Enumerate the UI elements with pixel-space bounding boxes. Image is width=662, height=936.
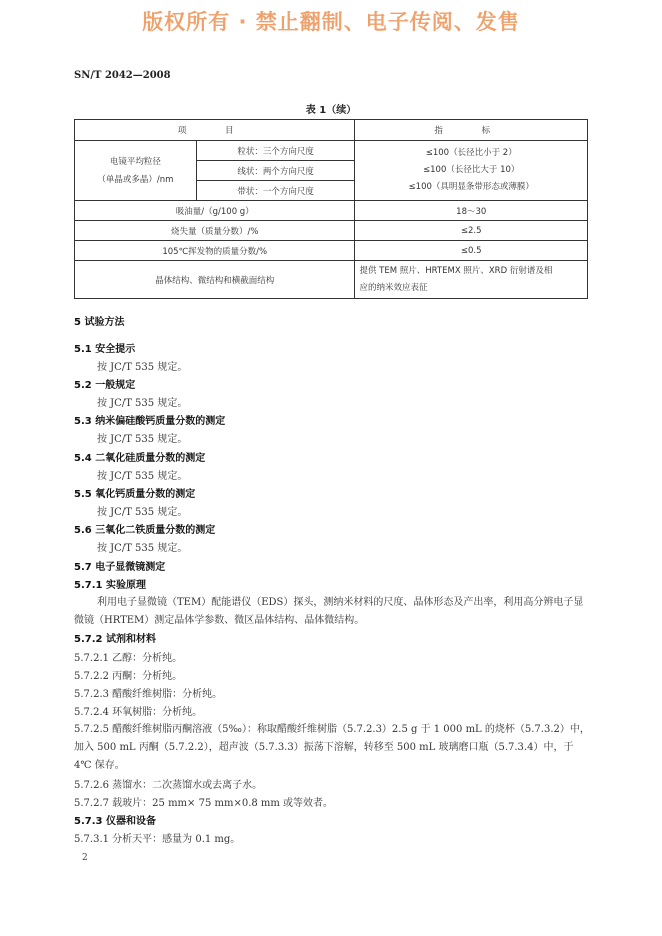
section-5-1-heading: 5.1 安全提示 [74, 344, 136, 355]
volatile-value: ≤0.5 [355, 241, 588, 261]
section-5-4-heading: 5.4 二氧化硅质量分数的测定 [74, 453, 206, 464]
loss-value: ≤2.5 [355, 221, 588, 241]
section-5-7-1-heading: 5.7.1 实验原理 [74, 580, 146, 591]
section-5-7-2-heading: 5.7.2 试剂和材料 [74, 634, 156, 645]
section-5-heading: 5 试验方法 [74, 317, 125, 328]
item-5-7-2-6: 5.7.2.6 蒸馏水：二次蒸馏水或去离子水。 [74, 780, 263, 791]
particle-value-3: ≤100（具明显条带形态或薄膜） [408, 182, 534, 192]
table-title: 表 1（续） [305, 105, 357, 116]
particle-size-values [355, 141, 588, 201]
particle-value-2: ≤100（长径比大于 10） [423, 165, 520, 175]
spec-table [74, 119, 588, 299]
table-row [75, 141, 588, 161]
item-5-7-2-1: 5.7.2.1 乙醇：分析纯。 [74, 653, 183, 664]
crystal-value-line1: 提供 TEM 照片、HRTEMX 照片、XRD 衍射谱及相 [359, 265, 553, 276]
header-item: 项 目 [75, 120, 355, 141]
particle-size-label-line2: （单晶或多晶）/nm [97, 174, 174, 185]
standard-code: SN/T 2042—2008 [74, 70, 171, 81]
section-5-7-1-paragraph: 利用电子显微镜（TEM）配能谱仪（EDS）探头，测纳米材料的尺度、晶体形态及产出率，利用高分辨电子显微镜（HRTEM）测定晶体学参数、微区晶体结构、晶体微结构。 [74, 597, 584, 626]
crystal-value [355, 261, 588, 299]
item-5-7-2-4: 5.7.2.4 环氧树脂：分析纯。 [74, 707, 203, 718]
item-5-7-2-7: 5.7.2.7 载玻片：25 mm× 75 mm×0.8 mm 或等效者。 [74, 798, 334, 809]
particle-size-label [75, 141, 197, 201]
section-5-1-body: 按 JC/T 535 规定。 [97, 362, 188, 373]
watermark-banner: 版权所有 · 禁止翻制、电子传阅、发售 [142, 10, 520, 34]
header-index: 指 标 [355, 120, 588, 141]
section-5-3-heading: 5.3 纳米偏硅酸钙质量分数的测定 [74, 416, 226, 427]
section-5-7-heading: 5.7 电子显微镜测定 [74, 562, 166, 573]
item-5-7-2-5: 5.7.2.5 醋酸纤维树脂丙酮溶液（5‰）：称取醋酸纤维树脂（5.7.2.3）2.5 g 于 1 000 mL 的烧杯（5.7.3.2）中，加入 500 mL 丙酮（5.7.2.2），超声波（5.7.3.3）振荡下溶解，转移至 500 mL 玻璃磨口瓶（5.7.3.4）中，于 4℃ 保存。 [74, 724, 590, 771]
section-5-6-body: 按 JC/T 535 规定。 [97, 543, 188, 554]
section-5-5-heading: 5.5 氧化钙质量分数的测定 [74, 489, 196, 500]
particle-size-label-line1: 电镜平均粒径 [109, 156, 161, 167]
table-row [75, 201, 588, 221]
section-5-2-heading: 5.2 一般规定 [74, 380, 136, 391]
item-5-7-2-3: 5.7.2.3 醋酸纤维树脂：分析纯。 [74, 689, 223, 700]
table-header-row [75, 120, 588, 141]
section-5-6-heading: 5.6 三氧化二铁质量分数的测定 [74, 525, 216, 536]
table-row [75, 221, 588, 241]
item-5-7-3-1: 5.7.3.1 分析天平：感量为 0.1 mg。 [74, 834, 241, 845]
volatile-label: 105℃挥发物的质量分数/% [75, 241, 355, 261]
loss-label: 烧失量（质量分数）/% [75, 221, 355, 241]
crystal-value-line2: 应的纳米效应表征 [359, 282, 428, 293]
sub-band: 带状：一个方向尺度 [196, 181, 355, 201]
sub-line: 线状：两个方向尺度 [196, 161, 355, 181]
oil-label: 吸油量/（g/100 g） [75, 201, 355, 221]
item-5-7-2-2: 5.7.2.2 丙酮：分析纯。 [74, 671, 183, 682]
oil-value: 18～30 [355, 201, 588, 221]
section-5-7-3-heading: 5.7.3 仪器和设备 [74, 816, 156, 827]
section-5-5-body: 按 JC/T 535 规定。 [97, 507, 188, 518]
section-5-4-body: 按 JC/T 535 规定。 [97, 471, 188, 482]
section-5-2-body: 按 JC/T 535 规定。 [97, 398, 188, 409]
table-row [75, 241, 588, 261]
particle-value-1: ≤100（长径比小于 2） [425, 148, 517, 158]
crystal-label: 晶体结构、微结构和横截面结构 [75, 261, 355, 299]
sub-particle: 粒状：三个方向尺度 [196, 141, 355, 161]
table-row [75, 261, 588, 299]
section-5-3-body: 按 JC/T 535 规定。 [97, 434, 188, 445]
page-number: 2 [82, 853, 88, 863]
